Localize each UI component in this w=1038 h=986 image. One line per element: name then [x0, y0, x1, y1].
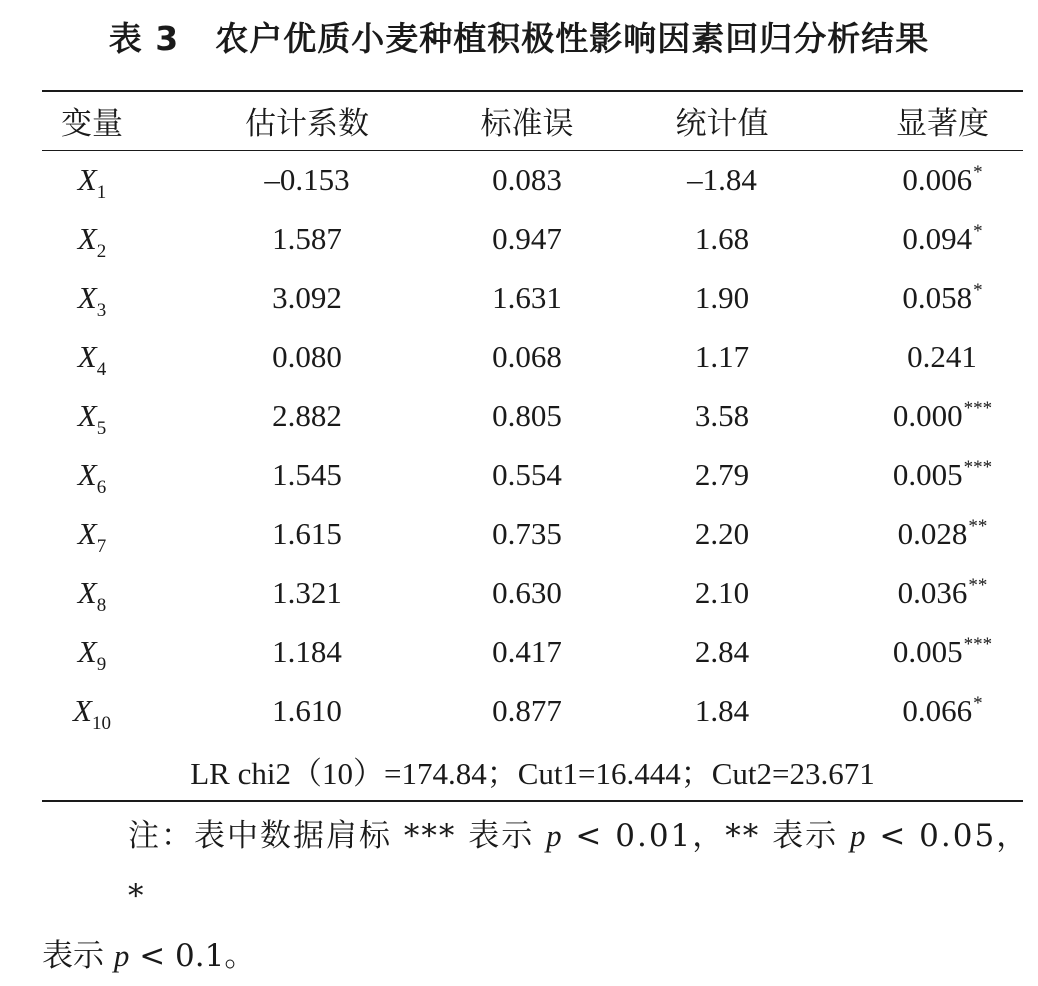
significance-value: 0.006	[902, 161, 973, 197]
std-error-cell: 1.631	[492, 279, 562, 315]
table-row	[42, 209, 1023, 268]
significance-value: 0.005	[892, 633, 963, 669]
statistic-cell: 2.20	[694, 515, 750, 551]
significance-value: 0.241	[907, 338, 977, 374]
table-body	[42, 150, 1023, 801]
table-row	[42, 681, 1023, 740]
std-error-cell: 0.068	[492, 338, 562, 374]
variable-subscript: 4	[96, 358, 107, 380]
std-error-cell: 0.735	[492, 515, 562, 551]
summary-row	[42, 740, 1023, 801]
significance-cell	[862, 327, 1023, 386]
std-error-cell: 0.805	[492, 397, 562, 433]
significance-value: 0.000	[892, 397, 963, 433]
variable-symbol: X	[77, 161, 97, 197]
coefficient-cell: 2.882	[272, 397, 342, 433]
note-text-e: < 0.1。	[129, 938, 256, 974]
coefficient-cell: 1.545	[272, 456, 342, 492]
significance-stars: **	[968, 515, 988, 537]
regression-table	[42, 90, 1023, 802]
col-header-statistic: 统计值	[582, 91, 862, 150]
significance-cell	[862, 622, 1023, 681]
significance-stars: *	[973, 161, 983, 183]
coefficient-cell: –0.153	[264, 161, 350, 197]
summary-stats: LR chi2（10）=174.84；Cut1=16.444；Cut2=23.671	[42, 740, 1023, 801]
significance-value: 0.094	[902, 220, 973, 256]
significance-stars: ***	[963, 397, 993, 419]
note-text-a: 注：表中数据肩标 *** 表示	[128, 818, 547, 854]
std-error-cell: 0.417	[492, 633, 562, 669]
variable-cell	[42, 622, 142, 681]
statistic-cell: 2.10	[694, 574, 750, 610]
note-text-b: < 0.01，** 表示	[563, 818, 850, 854]
statistic-cell: 1.84	[694, 692, 750, 728]
significance-cell	[862, 150, 1023, 209]
variable-symbol: X	[77, 456, 97, 492]
significance-stars: *	[973, 220, 983, 242]
variable-symbol: X	[77, 633, 97, 669]
std-error-cell: 0.554	[492, 456, 562, 492]
variable-cell	[42, 209, 142, 268]
significance-value: 0.005	[892, 456, 963, 492]
table-row	[42, 504, 1023, 563]
significance-value: 0.028	[897, 515, 968, 551]
std-error-cell: 0.083	[492, 161, 562, 197]
coefficient-cell: 1.184	[272, 633, 342, 669]
significance-cell	[862, 386, 1023, 445]
significance-cell	[862, 445, 1023, 504]
table-row	[42, 445, 1023, 504]
variable-subscript: 1	[96, 181, 107, 203]
std-error-cell: 0.630	[492, 574, 562, 610]
statistic-cell: –1.84	[687, 161, 757, 197]
variable-subscript: 6	[96, 476, 107, 498]
col-header-std-error: 标准误	[472, 91, 582, 150]
coefficient-cell: 3.092	[272, 279, 342, 315]
table-row	[42, 268, 1023, 327]
significance-value: 0.036	[897, 574, 968, 610]
table-row	[42, 622, 1023, 681]
significance-stars: **	[968, 574, 988, 596]
header-row	[42, 91, 1023, 150]
col-header-coefficient: 估计系数	[142, 91, 472, 150]
statistic-cell: 2.79	[694, 456, 750, 492]
note-text-c: < 0.05，*	[128, 818, 1030, 914]
table-row	[42, 327, 1023, 386]
note-p-3: p	[113, 938, 130, 973]
col-header-variable: 变量	[42, 91, 142, 150]
variable-subscript: 7	[96, 535, 107, 557]
note-line-2	[42, 926, 1032, 986]
note-text-d: 表示	[42, 938, 114, 974]
variable-symbol: X	[77, 397, 97, 433]
variable-symbol: X	[77, 279, 97, 315]
statistic-cell: 1.68	[694, 220, 750, 256]
table-row	[42, 563, 1023, 622]
variable-symbol: X	[73, 692, 92, 728]
significance-stars: ***	[963, 456, 993, 478]
variable-subscript: 10	[91, 712, 111, 734]
variable-symbol: X	[77, 574, 97, 610]
variable-subscript: 8	[96, 594, 107, 616]
significance-stars: *	[973, 279, 983, 301]
significance-cell	[862, 504, 1023, 563]
significance-cell	[862, 268, 1023, 327]
variable-subscript: 2	[96, 240, 107, 262]
statistic-cell: 2.84	[694, 633, 750, 669]
std-error-cell: 0.877	[492, 692, 562, 728]
coefficient-cell: 1.610	[272, 692, 342, 728]
note-p-2: p	[849, 818, 868, 853]
significance-value: 0.066	[902, 692, 973, 728]
coefficient-cell: 1.587	[272, 220, 342, 256]
table-row	[42, 150, 1023, 209]
table-title-text: 农户优质小麦种植积极性影响因素回归分析结果	[215, 19, 930, 58]
coefficient-cell: 1.321	[272, 574, 342, 610]
variable-cell	[42, 563, 142, 622]
variable-cell	[42, 327, 142, 386]
table-number: 表 3	[108, 19, 180, 58]
note-line-1	[42, 806, 1032, 926]
coefficient-cell: 1.615	[272, 515, 342, 551]
variable-symbol: X	[77, 338, 97, 374]
significance-stars: *	[973, 692, 983, 714]
variable-subscript: 9	[96, 653, 107, 675]
variable-symbol: X	[77, 220, 97, 256]
variable-subscript: 3	[96, 299, 107, 321]
significance-cell	[862, 681, 1023, 740]
significance-value: 0.058	[902, 279, 973, 315]
coefficient-cell: 0.080	[272, 338, 342, 374]
statistic-cell: 1.17	[694, 338, 750, 374]
std-error-cell: 0.947	[492, 220, 562, 256]
statistic-cell: 3.58	[694, 397, 750, 433]
variable-cell	[42, 504, 142, 563]
col-header-significance: 显著度	[862, 91, 1023, 150]
variable-cell	[42, 268, 142, 327]
significance-cell	[862, 209, 1023, 268]
statistic-cell: 1.90	[694, 279, 750, 315]
variable-cell	[42, 386, 142, 445]
significance-stars: ***	[963, 633, 993, 655]
table-note	[42, 806, 1032, 986]
variable-cell	[42, 445, 142, 504]
significance-cell	[862, 563, 1023, 622]
note-p-1: p	[546, 818, 564, 853]
table-title	[0, 14, 1038, 64]
table-row	[42, 386, 1023, 445]
variable-subscript: 5	[96, 417, 107, 439]
variable-cell	[42, 681, 142, 740]
variable-symbol: X	[77, 515, 97, 551]
variable-cell	[42, 150, 142, 209]
